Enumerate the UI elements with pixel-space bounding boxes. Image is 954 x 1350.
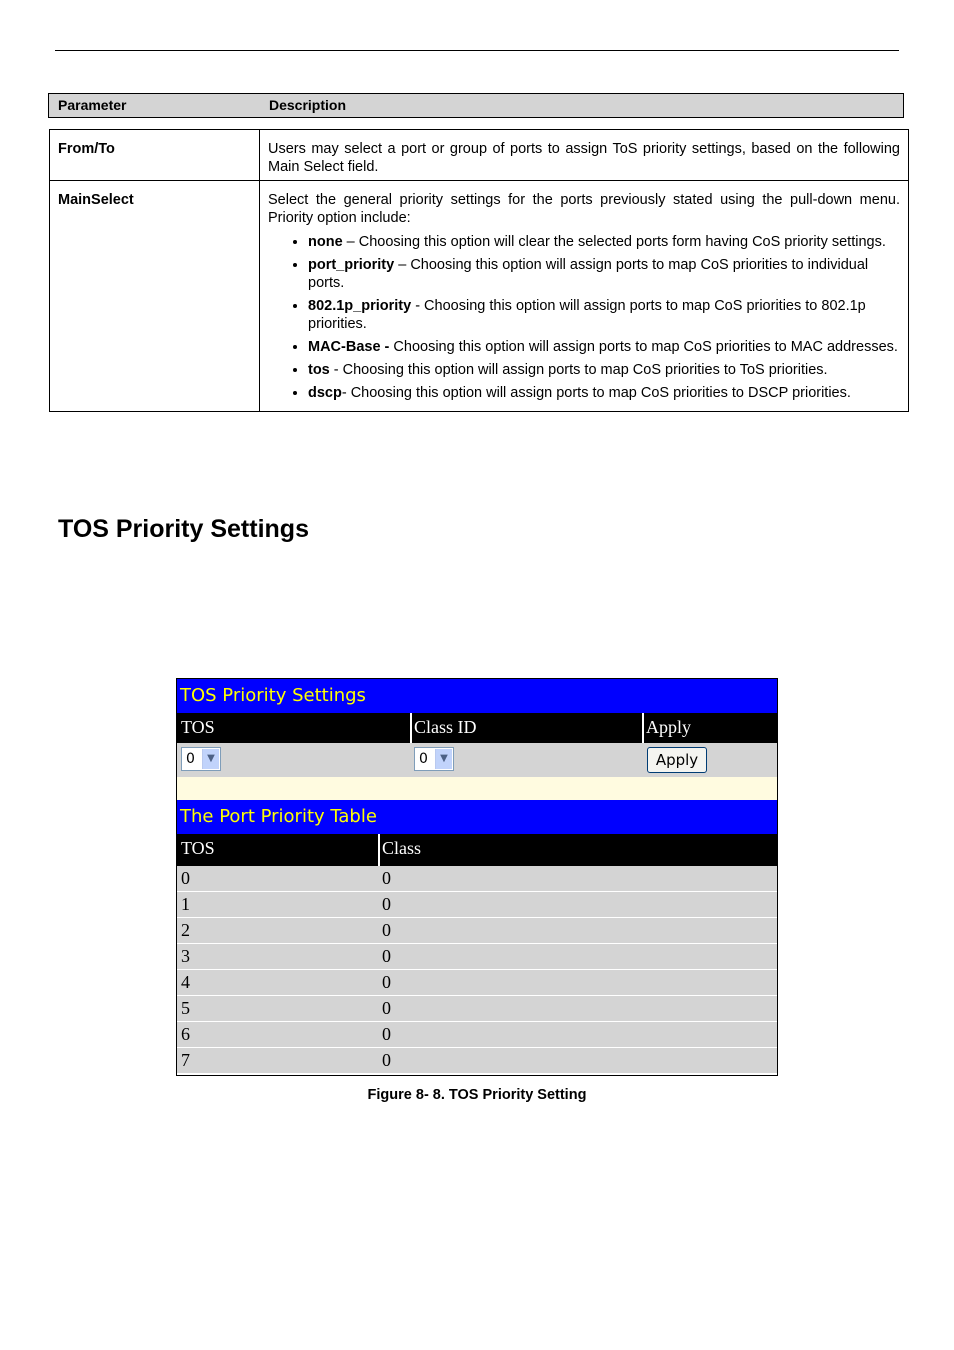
class-cell: 0 [382,1024,391,1044]
parameter-table [49,129,909,412]
figure-caption: Figure 8- 8. TOS Priority Setting [367,1087,587,1103]
class-cell: 0 [382,920,391,940]
list-item [308,233,900,251]
class-cell: 0 [382,1050,391,1070]
option-term: dscp [308,385,342,401]
tos-cell: 3 [181,946,190,966]
port-priority-header-row [177,834,777,866]
tos-priority-figure [176,678,778,1076]
table-row [177,866,777,892]
class-cell: 0 [382,972,391,992]
class-cell: 0 [382,946,391,966]
class-column-header: Class [382,838,422,858]
class-cell: 0 [382,894,391,914]
tos-select[interactable] [181,747,221,771]
option-text: – Choosing this option will assign ports to map CoS priorities to individual ports. [308,257,869,291]
table-row [177,1022,777,1048]
column-divider [642,713,644,743]
parameter-name: MainSelect [50,181,260,412]
parameter-table-header [48,93,904,118]
parameter-column-header: Parameter [58,97,127,113]
tos-column-header: TOS [181,717,215,737]
tos-cell: 1 [181,894,190,914]
table-row [177,1048,777,1074]
tos-cell: 2 [181,920,190,940]
parameter-name: From/To [50,130,260,181]
option-list [268,233,900,402]
option-text: – Choosing this option will clear the selected ports form having CoS priority settings. [342,234,886,250]
option-term: tos [308,362,330,378]
list-item [308,338,900,356]
option-term: port_priority [308,257,395,273]
tos-cell: 0 [181,868,190,888]
table-row [177,944,777,970]
description-column-header: Description [269,97,347,113]
option-text: - Choosing this option will assign ports to map CoS priorities to ToS priorities. [329,362,828,378]
tos-cell: 5 [181,998,190,1018]
table-row [177,996,777,1022]
tos-cell: 4 [181,972,190,992]
class-id-select[interactable] [414,747,454,771]
list-item [308,384,900,402]
description-text: Users may select a port or group of ports to assign ToS priority settings, based on the following Main Select field. [268,141,900,175]
option-term: none [308,234,343,250]
chevron-down-icon[interactable]: ▼ [202,749,219,769]
tos-cell: 7 [181,1050,190,1070]
option-text: Choosing this option will assign ports to map CoS priorities to MAC addresses. [389,339,898,355]
parameter-description [260,130,909,181]
class-cell: 0 [382,868,391,888]
table-row [50,130,909,181]
option-text: - Choosing this option will assign ports to map CoS priorities to DSCP priorities. [341,385,851,401]
class-id-column-header: Class ID [414,717,477,737]
apply-column-header: Apply [646,717,691,737]
option-term: 802.1p_priority [308,298,412,314]
section-title: TOS Priority Settings [58,515,309,543]
column-divider [378,834,380,866]
list-item [308,361,900,379]
parameter-description [260,181,909,412]
option-term: MAC-Base - [308,339,390,355]
port-priority-rows [177,866,777,1074]
list-item [308,297,900,333]
apply-button[interactable]: Apply [647,747,707,773]
description-text: Select the general priority settings for the ports previously stated using the pull-down menu. Priority option include: [268,192,900,226]
tos-select-value: 0 [186,751,195,767]
settings-title-bar: TOS Priority Settings [177,679,777,713]
class-id-select-value: 0 [419,751,428,767]
settings-header-row [177,713,777,743]
tos-cell: 6 [181,1024,190,1044]
column-divider [410,713,412,743]
table-row [177,970,777,996]
port-priority-title-bar: The Port Priority Table [177,800,777,834]
watermark-band [177,777,777,800]
table-row [177,892,777,918]
list-item [308,256,900,292]
table-row [177,918,777,944]
class-cell: 0 [382,998,391,1018]
header-rule [55,50,899,51]
settings-input-row [177,743,777,777]
tos-column-header: TOS [181,838,215,858]
chevron-down-icon[interactable]: ▼ [435,749,452,769]
option-text: - Choosing this option will assign ports to map CoS priorities to 802.1p priorities. [308,298,866,332]
table-row [50,181,909,412]
